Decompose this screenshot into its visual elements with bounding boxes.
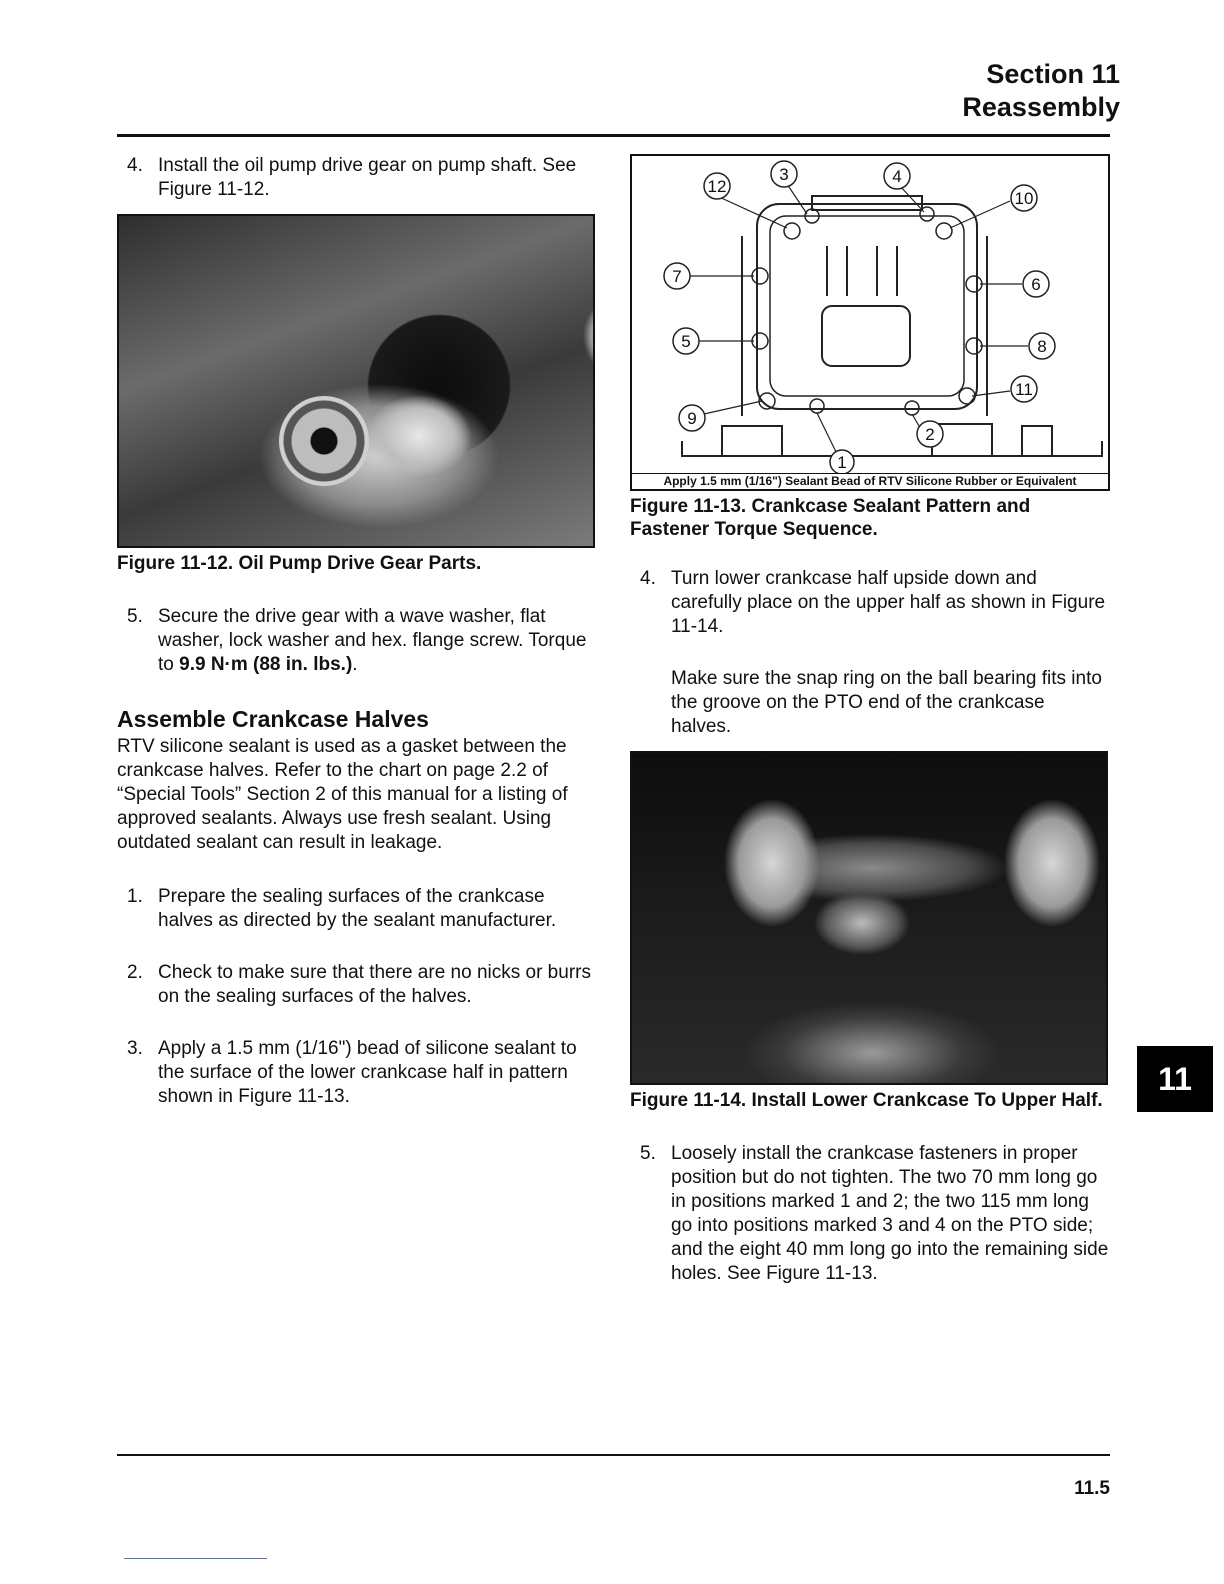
step-number: 2. xyxy=(127,962,143,983)
footer-rule xyxy=(117,1454,1110,1456)
drive-gear-image xyxy=(279,396,369,486)
right-column xyxy=(630,154,1110,1286)
torque-value: 9.9 N·m (88 in. lbs.) xyxy=(179,654,353,675)
svg-text:10: 10 xyxy=(1014,189,1034,208)
step-number: 5. xyxy=(127,606,143,627)
step-text: Loosely install the crankcase fasteners in proper position but do not tighten. The two 70 mm long go in positions marked 1 and 2; the two 115 mm long go into positions marked 3 and 4 on the PTO side; and the eight 40 mm long go into the remaining side holes. See Figure 11-13. xyxy=(671,1143,1109,1284)
step-text: Prepare the sealing surfaces of the crankcase halves as directed by the sealant manufacturer. xyxy=(158,886,557,931)
svg-text:11: 11 xyxy=(1015,380,1033,399)
figure-11-13-caption: Figure 11-13. Crankcase Sealant Pattern and Fastener Torque Sequence. xyxy=(630,496,1031,540)
left-step-2 xyxy=(117,961,595,1009)
step-number: 4. xyxy=(640,568,656,589)
svg-text:2: 2 xyxy=(925,425,935,444)
figure-11-12-photo xyxy=(117,214,595,548)
callout-12 xyxy=(704,173,730,199)
header-rule xyxy=(117,134,1110,137)
crankcase-diagram xyxy=(632,156,1108,474)
step-number: 1. xyxy=(127,886,143,907)
figure-11-14-caption: Figure 11-14. Install Lower Crankcase To Upper Half. xyxy=(630,1090,1103,1111)
sealant-note: Apply 1.5 mm (1/16") Sealant Bead of RTV Silicone Rubber or Equivalent xyxy=(632,473,1108,489)
section-heading: Assemble Crankcase Halves xyxy=(117,706,429,732)
snap-ring-note: Make sure the snap ring on the ball bearing fits into the groove on the PTO end of the crankcase halves. xyxy=(671,668,1102,737)
svg-text:9: 9 xyxy=(687,409,697,428)
callout-5 xyxy=(673,328,699,354)
left-step-4 xyxy=(117,154,595,202)
callout-9 xyxy=(679,405,705,431)
svg-text:12: 12 xyxy=(707,177,727,196)
section-number: Section 11 xyxy=(986,59,1120,89)
step-number: 4. xyxy=(127,155,143,176)
left-column xyxy=(117,154,595,1109)
section-title: Reassembly xyxy=(962,92,1120,122)
footer-link-line xyxy=(124,1558,267,1559)
step-text: Secure the drive gear with a wave washer, flat washer, lock washer and hex. flange screw. Torque to xyxy=(158,606,587,675)
section-tab: 11 xyxy=(1137,1046,1213,1112)
step-number: 5. xyxy=(640,1143,656,1164)
callout-1 xyxy=(830,450,854,474)
callout-3 xyxy=(771,161,797,187)
svg-text:1: 1 xyxy=(837,453,847,472)
callout-8 xyxy=(1029,333,1055,359)
callout-2 xyxy=(917,421,943,447)
intro-paragraph: RTV silicone sealant is used as a gasket between the crankcase halves. Refer to the chart on page 2.2 of “Special Tools” Section 2 of this manual for a listing of approved sealants. Always use fresh sealant. Using outdated sealant can result in leakage. xyxy=(117,736,568,853)
step-text: Turn lower crankcase half upside down and carefully place on the upper half as shown in Figure 11-14. xyxy=(671,568,1106,637)
right-step-4 xyxy=(630,567,1110,639)
left-step-1 xyxy=(117,885,595,933)
svg-text:8: 8 xyxy=(1037,337,1047,356)
callout-4 xyxy=(884,163,910,189)
callout-7 xyxy=(664,263,690,289)
step-text-end: . xyxy=(352,654,358,675)
figure-11-12-caption: Figure 11-12. Oil Pump Drive Gear Parts. xyxy=(117,553,482,574)
svg-text:4: 4 xyxy=(892,167,902,186)
step-text: Apply a 1.5 mm (1/16") bead of silicone sealant to the surface of the lower crankcase half in pattern shown in Figure 11-13. xyxy=(158,1038,577,1107)
step-text: Check to make sure that there are no nicks or burrs on the sealing surfaces of the halves. xyxy=(158,962,591,1007)
left-step-3 xyxy=(117,1037,595,1109)
section-header xyxy=(962,58,1120,124)
svg-text:3: 3 xyxy=(779,165,789,184)
page-number: 11.5 xyxy=(1074,1478,1110,1499)
callout-6 xyxy=(1023,271,1049,297)
left-step-5 xyxy=(117,605,595,677)
right-step-5 xyxy=(630,1142,1110,1286)
step-number: 3. xyxy=(127,1038,143,1059)
svg-text:5: 5 xyxy=(681,332,691,351)
figure-11-13-diagram xyxy=(630,154,1110,491)
callout-11 xyxy=(1011,376,1037,402)
figure-11-14-photo xyxy=(630,751,1108,1085)
callout-10 xyxy=(1011,185,1037,211)
svg-text:6: 6 xyxy=(1031,275,1041,294)
svg-text:7: 7 xyxy=(672,267,682,286)
step-text: Install the oil pump drive gear on pump shaft. See Figure 11-12. xyxy=(158,155,577,200)
